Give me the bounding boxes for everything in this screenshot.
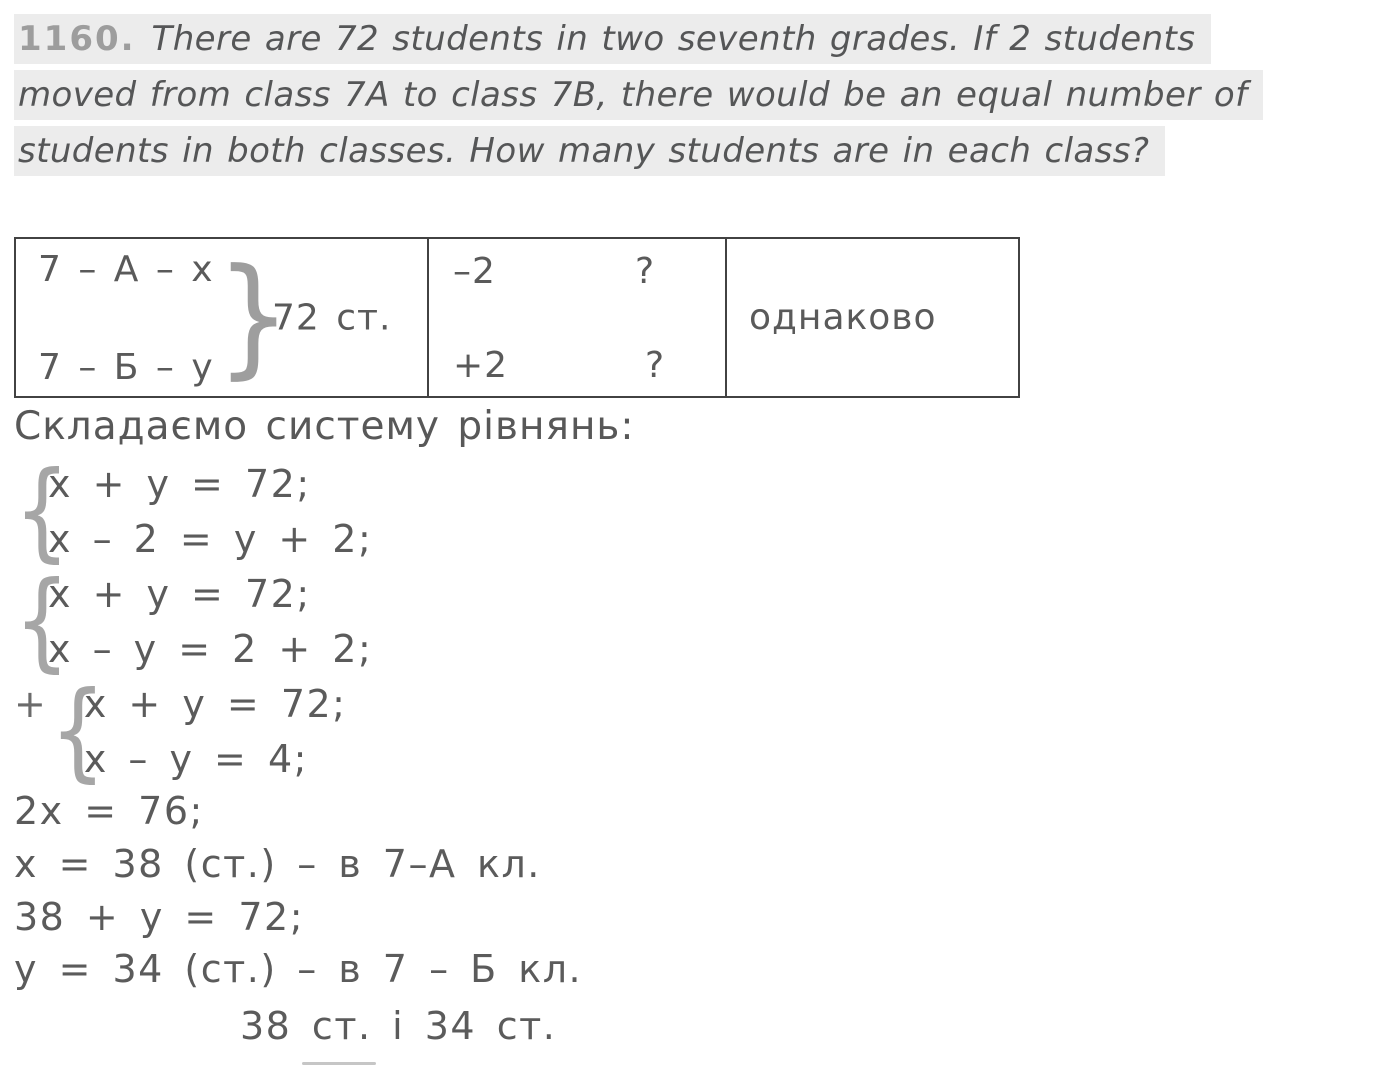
problem-line bbox=[14, 70, 1263, 120]
table-cell-change bbox=[427, 239, 725, 396]
system-brace: { bbox=[14, 557, 70, 684]
equal-label: однаково bbox=[749, 297, 937, 338]
class-7b-label: 7 – Б – y bbox=[38, 347, 214, 388]
change-plus-value: +2 bbox=[453, 345, 509, 386]
system-brace: { bbox=[49, 667, 106, 794]
change-minus-value: –2 bbox=[453, 251, 496, 292]
equation: x – y = 2 + 2; bbox=[48, 626, 373, 671]
problem-text: students in both classes. How many students are in each class? bbox=[18, 131, 1150, 171]
total-students-label: 72 ст. bbox=[272, 297, 392, 338]
solution-intro: Складаємо систему рівнянь: bbox=[14, 404, 635, 449]
equation: x – y = 4; bbox=[83, 736, 308, 781]
unknown-top: ? bbox=[635, 251, 656, 292]
addition-sign: + bbox=[14, 681, 46, 726]
solution-step: 38 + y = 72; bbox=[14, 894, 304, 939]
solution-step: y = 34 (ст.) – в 7 – Б кл. bbox=[14, 946, 583, 991]
equation: x – 2 = y + 2; bbox=[48, 516, 373, 561]
problem-number: 1160. bbox=[18, 19, 136, 59]
final-answer: 38 ст. і 34 ст. bbox=[240, 1003, 557, 1048]
equation: x + y = 72; bbox=[48, 571, 311, 616]
scan-artifact bbox=[302, 1062, 376, 1065]
total-brace: } bbox=[216, 239, 293, 392]
problem-line bbox=[14, 14, 1211, 64]
condition-table bbox=[14, 237, 1020, 398]
equation-system-2 bbox=[14, 557, 373, 684]
equation: x + y = 72; bbox=[83, 681, 347, 726]
solution-step: x = 38 (ст.) – в 7–А кл. bbox=[14, 841, 541, 886]
table-cell-result bbox=[725, 239, 1018, 396]
problem-text: moved from class 7A to class 7B, there would be an equal number of bbox=[18, 75, 1248, 115]
problem-text: There are 72 students in two seventh grades. If 2 students bbox=[151, 19, 1196, 59]
class-7a-label: 7 – А – x bbox=[38, 249, 214, 290]
solution-step: 2x = 76; bbox=[14, 788, 204, 833]
problem-line bbox=[14, 126, 1165, 176]
unknown-bottom: ? bbox=[645, 345, 666, 386]
equation-system-3 bbox=[14, 667, 347, 794]
system-brace: { bbox=[14, 447, 70, 574]
table-cell-classes bbox=[16, 239, 427, 396]
equation-system-1 bbox=[14, 447, 373, 574]
equation: x + y = 72; bbox=[48, 461, 311, 506]
problem-statement bbox=[14, 14, 1263, 182]
